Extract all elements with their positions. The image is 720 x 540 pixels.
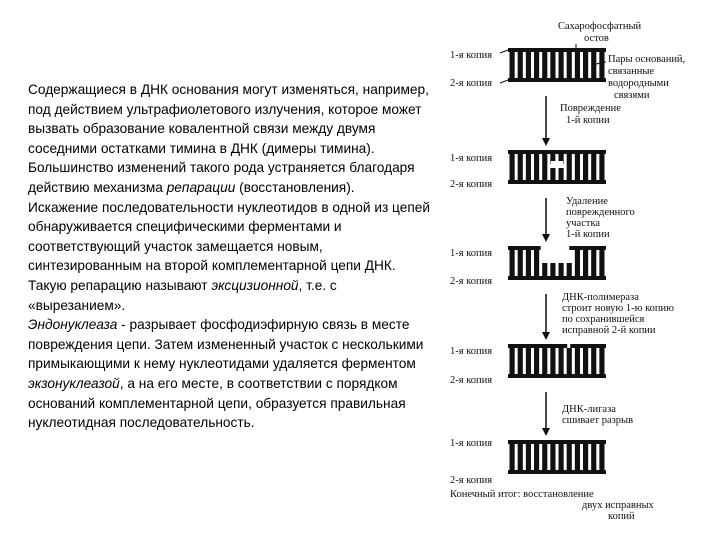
- base-pair: [526, 348, 531, 374]
- backbone-bottom: [508, 470, 606, 474]
- base-pair: [575, 250, 580, 276]
- backbone-top: [508, 48, 606, 52]
- leader-copy2: [500, 80, 508, 83]
- base-pair: [542, 52, 547, 78]
- dna-duplex-2: [508, 150, 606, 184]
- final-caption-line1: Конечный итог: восстановление: [450, 489, 594, 500]
- backbone-bottom: [508, 374, 606, 378]
- base-pair: [567, 348, 572, 374]
- dna-repair-diagram: [436, 0, 720, 540]
- step4-caption-line2: сшивает разрыв: [562, 415, 634, 426]
- base-pair: [591, 444, 596, 470]
- step4-caption-line1: ДНК-лигаза: [562, 404, 616, 415]
- stage4-copy1-label: 1-я копия: [450, 346, 493, 357]
- backbone-top: [508, 150, 606, 154]
- base-pair-half: [550, 168, 555, 180]
- base-pair: [591, 52, 596, 78]
- step2-caption-line1: Удаление: [566, 196, 608, 207]
- base-pair: [591, 250, 596, 276]
- base-pair: [583, 348, 588, 374]
- base-pair: [575, 348, 580, 374]
- base-pair: [567, 154, 572, 180]
- base-pair: [575, 154, 580, 180]
- term-repair: репарации: [166, 179, 236, 195]
- step3-caption-line3: по сохранившейся: [562, 314, 645, 325]
- base-pair: [534, 154, 539, 180]
- step3-caption-line2: строит новую 1-ю копию: [562, 303, 675, 314]
- base-pair: [599, 52, 604, 78]
- base-pair: [583, 154, 588, 180]
- final-caption-line3: копий: [608, 511, 635, 522]
- term-exonuclease: экзонуклеазой: [28, 375, 120, 391]
- term-endonuclease: Эндонуклеаза: [28, 317, 118, 333]
- base-pair: [526, 444, 531, 470]
- base-pair: [518, 444, 523, 470]
- base-pairs-label-line3: водородными: [608, 78, 669, 89]
- base-pair: [534, 348, 539, 374]
- backbone-top: [569, 246, 606, 250]
- base-pair: [542, 348, 547, 374]
- base-pair: [526, 154, 531, 180]
- paragraph-enzymes: Эндонуклеаза - разрывает фосфодиэфирную связь в месте повреждения цепи. Затем измененный участок с несколькими примыкающими к нему нуклеотидами удаляется ферментом экзонуклеазой, а на его месте, в соответствии с порядком оснований комплементарной цепи, образуется правильная нуклеотидная последовательность.: [28, 317, 424, 431]
- dna-duplex-1: [508, 48, 606, 82]
- base-pair: [550, 348, 555, 374]
- dna-duplex-4: [508, 344, 606, 378]
- base-pair: [510, 444, 515, 470]
- base-pair: [534, 52, 539, 78]
- step2-caption-line2: поврежденного: [566, 207, 635, 218]
- backbone-top: [508, 344, 567, 348]
- base-pair: [559, 444, 564, 470]
- stage1-copy1-label: 1-я копия: [450, 50, 493, 61]
- backbone-top: [570, 344, 606, 348]
- backbone-bottom: [508, 276, 606, 280]
- step2-caption-line3: участка: [566, 218, 601, 229]
- base-pair: [583, 52, 588, 78]
- base-pair: [526, 250, 531, 276]
- base-pair: [599, 250, 604, 276]
- base-pair: [599, 348, 604, 374]
- base-pair: [518, 348, 523, 374]
- base-pair: [583, 444, 588, 470]
- base-pair: [526, 52, 531, 78]
- base-pairs-label-line2: связанные: [608, 66, 655, 77]
- base-pair: [575, 444, 580, 470]
- base-pairs-label-line1: Пары оснований,: [608, 54, 686, 65]
- stage2-copy1-label: 1-я копия: [450, 153, 493, 164]
- leader-copy1: [500, 50, 508, 53]
- backbone-top: [508, 246, 541, 250]
- base-pair: [518, 52, 523, 78]
- dna-repair-figure: [436, 0, 720, 540]
- base-pairs-label-line4: связями: [614, 90, 650, 101]
- dimer-gap: [555, 154, 558, 165]
- step1-caption-line2: 1-й копии: [566, 115, 610, 126]
- final-caption-line2: двух исправных: [582, 500, 654, 511]
- base-pair: [599, 154, 604, 180]
- base-pair: [559, 348, 564, 374]
- stage5-copy1-label: 1-я копия: [450, 438, 493, 449]
- stage3-copy1-label: 1-я копия: [450, 248, 493, 259]
- stage4-copy2-label: 2-я копия: [450, 375, 493, 386]
- base-pair: [567, 52, 572, 78]
- base-pair: [518, 154, 523, 180]
- paragraph-repair: Содержащиеся в ДНК основания могут изменяться, например, под действием ультрафиолетового излучения, которое может вызвать образование ковалентной связи между двумя соседними остатками тимина в ДНК (димеры тимина). Большинство изменений такого рода устраняется благодаря действию механизма репарации (восстановления).: [28, 82, 429, 195]
- stage2-copy2-label: 2-я копия: [450, 179, 493, 190]
- base-pair-half: [567, 263, 572, 276]
- backbone-label-line2: остов: [584, 33, 609, 44]
- step1-caption-line1: Повреждение: [560, 103, 621, 114]
- base-pair: [534, 250, 539, 276]
- base-pair: [559, 52, 564, 78]
- arrow-head-4: [542, 428, 550, 436]
- base-pair: [575, 52, 580, 78]
- arrow-head-1: [542, 138, 550, 146]
- arrow-head-3: [542, 332, 550, 340]
- step3-caption-line1: ДНК-полимераза: [562, 292, 639, 303]
- backbone-bottom: [508, 78, 606, 82]
- base-pair: [583, 250, 588, 276]
- base-pair: [542, 444, 547, 470]
- base-pair: [550, 52, 555, 78]
- base-pair: [591, 154, 596, 180]
- base-pair: [567, 444, 572, 470]
- step3-caption-line4: исправной 2-й копии: [562, 325, 656, 336]
- base-pair: [599, 444, 604, 470]
- arrow-head-2: [542, 234, 550, 242]
- paragraph-excision: Искажение последовательности нуклеотидов в одной из цепей обнаруживается специфическими ферментами и соответствующий участок замещается новым, синтезированным на второй комплементарной цепи ДНК. Такую репарацию называют эксцизионной, т.е. с «вырезанием».: [28, 199, 431, 313]
- term-excision: эксцизионной: [211, 277, 299, 293]
- base-pair: [510, 154, 515, 180]
- base-pair: [534, 444, 539, 470]
- backbone-top: [508, 440, 606, 444]
- base-pair-half: [550, 263, 555, 276]
- base-pair: [510, 52, 515, 78]
- base-pair: [510, 348, 515, 374]
- base-pair: [542, 154, 547, 180]
- base-pair: [591, 348, 596, 374]
- step2-caption-line4: 1-й копии: [566, 229, 610, 240]
- dna-duplex-3: [508, 246, 606, 280]
- base-pair: [510, 250, 515, 276]
- base-pair: [550, 444, 555, 470]
- dna-duplex-5: [508, 440, 606, 474]
- base-pair-half: [542, 263, 547, 276]
- base-pair: [518, 250, 523, 276]
- base-pair-half: [559, 168, 564, 180]
- description-text: [28, 80, 433, 433]
- stage5-copy2-label: 2-я копия: [450, 475, 493, 486]
- base-pair-half: [559, 263, 564, 276]
- backbone-label-line1: Сахарофосфатный: [558, 21, 642, 32]
- stage3-copy2-label: 2-я копия: [450, 276, 493, 287]
- stage1-copy2-label: 2-я копия: [450, 78, 493, 89]
- backbone-bottom: [508, 180, 606, 184]
